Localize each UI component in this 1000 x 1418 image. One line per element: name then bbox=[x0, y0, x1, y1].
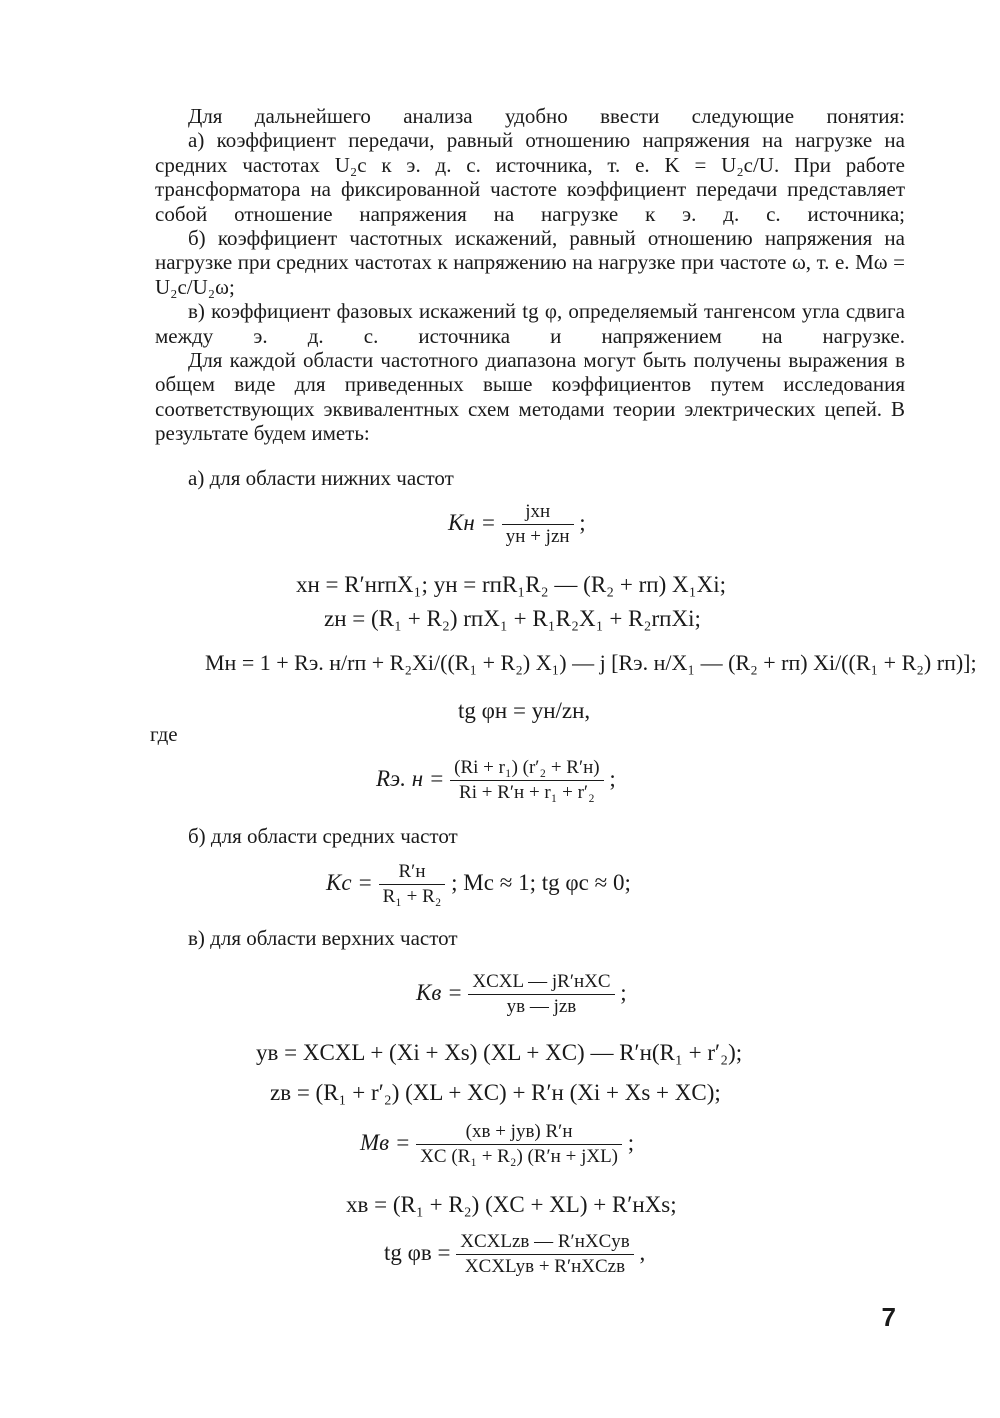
formula-r-equivalent-denominator: Ri + R′н + r₁ + r′₂ bbox=[450, 780, 604, 805]
formula-k-mid-lhs: Kс = bbox=[326, 869, 373, 895]
formula-tg-high-denominator: XCXLyв + R′нXCzв bbox=[456, 1254, 634, 1279]
formula-k-high-denominator: yв — jzв bbox=[468, 994, 614, 1019]
formula-x-y-low: xн = R′нrпX₁; yн = rпR₁R₂ — (R₂ + rп) X₁Xi; bbox=[296, 572, 727, 597]
formula-k-high-fraction bbox=[468, 970, 614, 1019]
formula-r-equivalent-fraction bbox=[450, 756, 604, 805]
formula-k-high-lhs: Kв = bbox=[416, 979, 463, 1005]
formula-m-high: Mв = $\frac{\text{(xв + jyв) R′н}}{\text{XC (R₁ + R₂) (R′н + jXL)}}$ ; bbox=[360, 1121, 635, 1167]
paragraph-intro: Для дальнейшего анализа удобно ввести следующие понятия: bbox=[188, 104, 905, 128]
paragraph-transfer-coefficient: а) коэффициент передачи, равный отношению напряжения на нагрузке на средних частотах U₂с к э. д. с. источника, т. е. K = U₂с/U. При работе трансформатора на фиксированной частоте коэффициент передачи представляет собой отношение напряжения на нагрузке к э. д. с. источника; bbox=[155, 128, 905, 226]
formula-k-low-denominator: yн + jzн bbox=[502, 524, 574, 549]
formula-m-low: Mн = 1 + Rэ. н/rп + R₂Xi/((R₁ + R₂) X₁) — j [Rэ. н/X₁ — (R₂ + rп) Xi/((R₁ + R₂) rп)]; bbox=[205, 650, 977, 675]
formula-m-high-lhs: Mв = bbox=[360, 1129, 411, 1155]
lead-high-frequencies: в) для области верхних частот bbox=[188, 926, 458, 950]
formula-y-high: yв = XCXL + (Xi + Xs) (XL + XC) — R′н(R₁ + r′₂); bbox=[256, 1040, 743, 1065]
formula-tg-high-fraction bbox=[456, 1230, 634, 1279]
formula-m-high-denominator: XC (R₁ + R₂) (R′н + jXL) bbox=[416, 1144, 622, 1169]
formula-k-low: Kн = $\frac{\text{jxн}}{\text{yн + jzн}}$ ; bbox=[448, 501, 586, 547]
formula-tg-high-numerator: XCXLzв — R′нXCyв bbox=[460, 1231, 630, 1252]
formula-m-high-fraction bbox=[416, 1120, 622, 1169]
formula-m-high-numerator: (xв + jyв) R′н bbox=[465, 1121, 573, 1142]
formula-k-high: Kв = $\frac{\text{XCXL — jR′нXC}}{\text{yв — jzв}}$ ; bbox=[416, 971, 627, 1017]
formula-k-mid-fraction bbox=[379, 860, 446, 909]
formula-r-equivalent: Rэ. н = $\frac{\text{(Ri + r₁) (r′₂ + R′н)}}{\text{Ri + R′н + r₁ + r′₂}}$ ; bbox=[376, 757, 616, 803]
formula-tg-high: tg φв = $\frac{\text{XCXLzв — R′нXCyв}}{\text{XCXLyв + R′нXCzв}}$ , bbox=[384, 1231, 646, 1277]
formula-tg-high-lhs: tg φв = bbox=[384, 1239, 451, 1265]
formula-r-equivalent-numerator: (Ri + r₁) (r′₂ + R′н) bbox=[454, 757, 600, 778]
paragraph-phase-distortion: в) коэффициент фазовых искажений tg φ, определяемый тангенсом угла сдвига между э. д. с. источника и напряжением на нагрузке. bbox=[155, 299, 905, 348]
paragraph-frequency-distortion: б) коэффициент частотных искажений, равный отношению напряжения на нагрузке при средних частотах к напряжению на нагрузке при частоте ω, т. е. Mω = U₂с/U₂ω; bbox=[155, 226, 905, 299]
intro-text bbox=[155, 104, 905, 446]
formula-x-high: xв = (R₁ + R₂) (XC + XL) + R′нXs; bbox=[346, 1192, 677, 1217]
formula-k-mid-denominator: R₁ + R₂ bbox=[379, 884, 446, 909]
formula-k-high-numerator: XCXL — jR′нXC bbox=[472, 971, 611, 992]
formula-k-low-fraction bbox=[502, 500, 574, 549]
formula-k-mid-numerator: R′н bbox=[398, 861, 426, 882]
formula-z-high: zв = (R₁ + r′₂) (XL + XC) + R′н (Xi + Xs + XC); bbox=[270, 1080, 721, 1105]
formula-tg-low: tg φн = yн/zн, bbox=[458, 698, 591, 723]
lead-mid-frequencies: б) для области средних частот bbox=[188, 824, 458, 848]
formula-r-equivalent-lhs: Rэ. н = bbox=[376, 765, 445, 791]
formula-k-mid-rest: ; Mс ≈ 1; tg φс ≈ 0; bbox=[451, 869, 631, 895]
paragraph-frequency-ranges: Для каждой области частотного диапазона могут быть получены выражения в общем виде для приведенных выше коэффициентов путем исследования соответствующих эквивалентных схем методами теории электрических цепей. В результате будем иметь: bbox=[155, 348, 905, 446]
page-number: 7 bbox=[881, 1302, 896, 1332]
formula-k-mid bbox=[326, 860, 631, 909]
formula-k-low-lhs: Kн = bbox=[448, 509, 497, 535]
formula-z-low: zн = (R₁ + R₂) rпX₁ + R₁R₂X₁ + R₂rпXi; bbox=[324, 606, 701, 631]
where-label: где bbox=[150, 722, 178, 746]
formula-k-low-numerator: jxн bbox=[525, 501, 551, 522]
lead-low-frequencies: а) для области нижних частот bbox=[188, 466, 454, 490]
